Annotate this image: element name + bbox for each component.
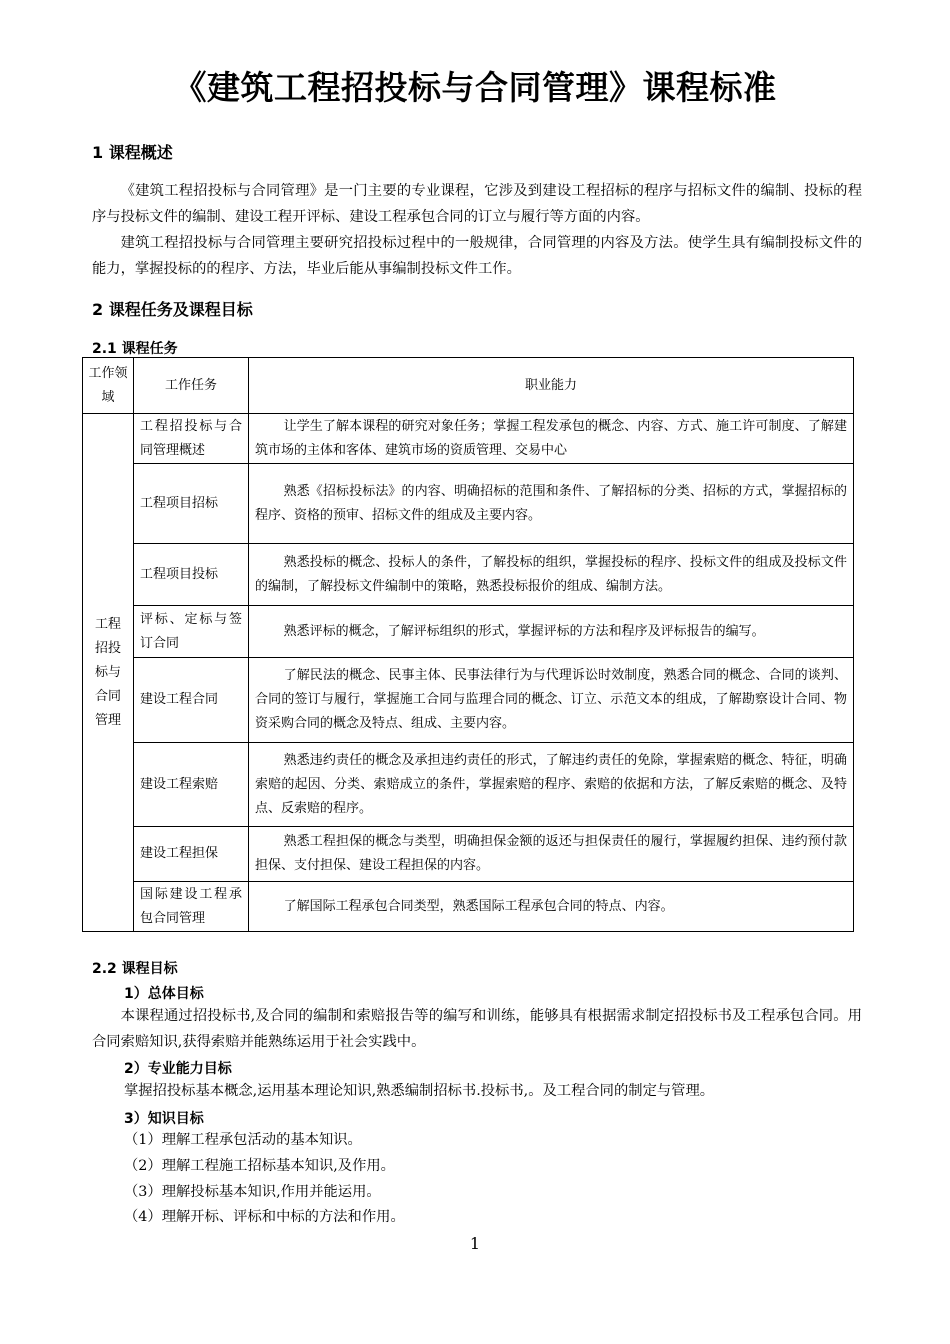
knowledge-item: （3）理解投标基本知识,作用并能运用。 bbox=[124, 1184, 381, 1200]
table-row bbox=[83, 606, 854, 658]
section-1-heading: 1 课程概述 bbox=[92, 143, 173, 162]
knowledge-item: （2）理解工程施工招标基本知识,及作用。 bbox=[124, 1158, 395, 1174]
task-cell: 建设工程担保 bbox=[134, 827, 249, 882]
ability-cell: 熟悉《招标投标法》的内容、明确招标的范围和条件、了解招标的分类、招标的方式，掌握招标的程序、资格的预审、招标文件的组成及主要内容。 bbox=[249, 464, 854, 544]
task-cell: 工程项目招标 bbox=[134, 464, 249, 544]
task-cell: 建设工程索赔 bbox=[134, 743, 249, 827]
table-row bbox=[83, 827, 854, 882]
ability-cell: 熟悉评标的概念，了解评标组织的形式，掌握评标的方法和程序及评标报告的编写。 bbox=[249, 606, 854, 658]
knowledge-goal-heading: 3）知识目标 bbox=[124, 1111, 204, 1127]
header-work-area: 工作领域 bbox=[83, 358, 134, 414]
task-cell: 国际建设工程承包合同管理 bbox=[134, 882, 249, 932]
course-task-table bbox=[82, 357, 854, 932]
ability-cell: 了解民法的概念、民事主体、民事法律行为与代理诉讼时效制度，熟悉合同的概念、合同的谈判、合同的签订与履行，掌握施工合同与监理合同的概念、订立、示范文本的组成，了解勘察设计合同、物资采购合同的概念及特点、组成、主要内容。 bbox=[249, 658, 854, 743]
task-cell: 建设工程合同 bbox=[134, 658, 249, 743]
section-1-paragraph-2: 建筑工程招投标与合同管理主要研究招投标过程中的一般规律，合同管理的内容及方法。使学生具有编制投标文件的能力，掌握投标的的程序、方法，毕业后能从事编制投标文件工作。 bbox=[92, 235, 862, 277]
subsection-2-1-heading: 2.1 课程任务 bbox=[92, 341, 178, 357]
task-cell: 工程项目投标 bbox=[134, 544, 249, 606]
ability-cell: 让学生了解本课程的研究对象任务；掌握工程发承包的概念、内容、方式、施工许可制度、了解建筑市场的主体和客体、建筑市场的资质管理、交易中心 bbox=[249, 414, 854, 464]
ability-cell: 了解国际工程承包合同类型，熟悉国际工程承包合同的特点、内容。 bbox=[249, 882, 854, 932]
knowledge-item: （1）理解工程承包活动的基本知识。 bbox=[124, 1132, 362, 1148]
professional-goal-text: 掌握招投标基本概念,运用基本理论知识,熟悉编制招标书.投标书,。及工程合同的制定与管理。 bbox=[124, 1083, 715, 1099]
header-professional-ability: 职业能力 bbox=[249, 358, 854, 414]
table-row bbox=[83, 544, 854, 606]
section-2-heading: 2 课程任务及课程目标 bbox=[92, 300, 253, 319]
professional-goal-heading: 2）专业能力目标 bbox=[124, 1061, 232, 1077]
table-row bbox=[83, 743, 854, 827]
table-row bbox=[83, 464, 854, 544]
work-area-cell: 工程招投标与合同管理 bbox=[83, 414, 134, 932]
ability-cell: 熟悉违约责任的概念及承担违约责任的形式，了解违约责任的免除，掌握索赔的概念、特征，明确索赔的起因、分类、索赔成立的条件，掌握索赔的程序、索赔的依据和方法，了解反索赔的概念、及特点、反索赔的程序。 bbox=[249, 743, 854, 827]
ability-cell: 熟悉工程担保的概念与类型，明确担保金额的返还与担保责任的履行，掌握履约担保、违约预付款担保、支付担保、建设工程担保的内容。 bbox=[249, 827, 854, 882]
knowledge-item: （4）理解开标、评标和中标的方法和作用。 bbox=[124, 1209, 405, 1225]
table-row bbox=[83, 414, 854, 464]
overall-goal-heading: 1）总体目标 bbox=[124, 986, 204, 1002]
table-row bbox=[83, 882, 854, 932]
ability-cell: 熟悉投标的概念、投标人的条件，了解投标的组织，掌握投标的程序、投标文件的组成及投标文件的编制，了解投标文件编制中的策略，熟悉投标报价的组成、编制方法。 bbox=[249, 544, 854, 606]
task-cell: 工程招投标与合同管理概述 bbox=[134, 414, 249, 464]
table-row bbox=[83, 658, 854, 743]
table-header-row bbox=[83, 358, 854, 414]
page-number: 1 bbox=[469, 1234, 481, 1253]
document-title: 《建筑工程招投标与合同管理》课程标准 bbox=[173, 68, 777, 107]
subsection-2-2-heading: 2.2 课程目标 bbox=[92, 961, 178, 977]
section-1-paragraph-1: 《建筑工程招投标与合同管理》是一门主要的专业课程，它涉及到建设工程招标的程序与招标文件的编制、投标的程序与投标文件的编制、建设工程开评标、建设工程承包合同的订立与履行等方面的内容。 bbox=[92, 183, 862, 225]
overall-goal-text: 本课程通过招投标书,及合同的编制和索赔报告等的编写和训练，能够具有根据需求制定招投标书及工程承包合同。用合同索赔知识,获得索赔并能熟练运用于社会实践中。 bbox=[92, 1008, 862, 1050]
task-cell: 评标、定标与签订合同 bbox=[134, 606, 249, 658]
header-work-task: 工作任务 bbox=[134, 358, 249, 414]
